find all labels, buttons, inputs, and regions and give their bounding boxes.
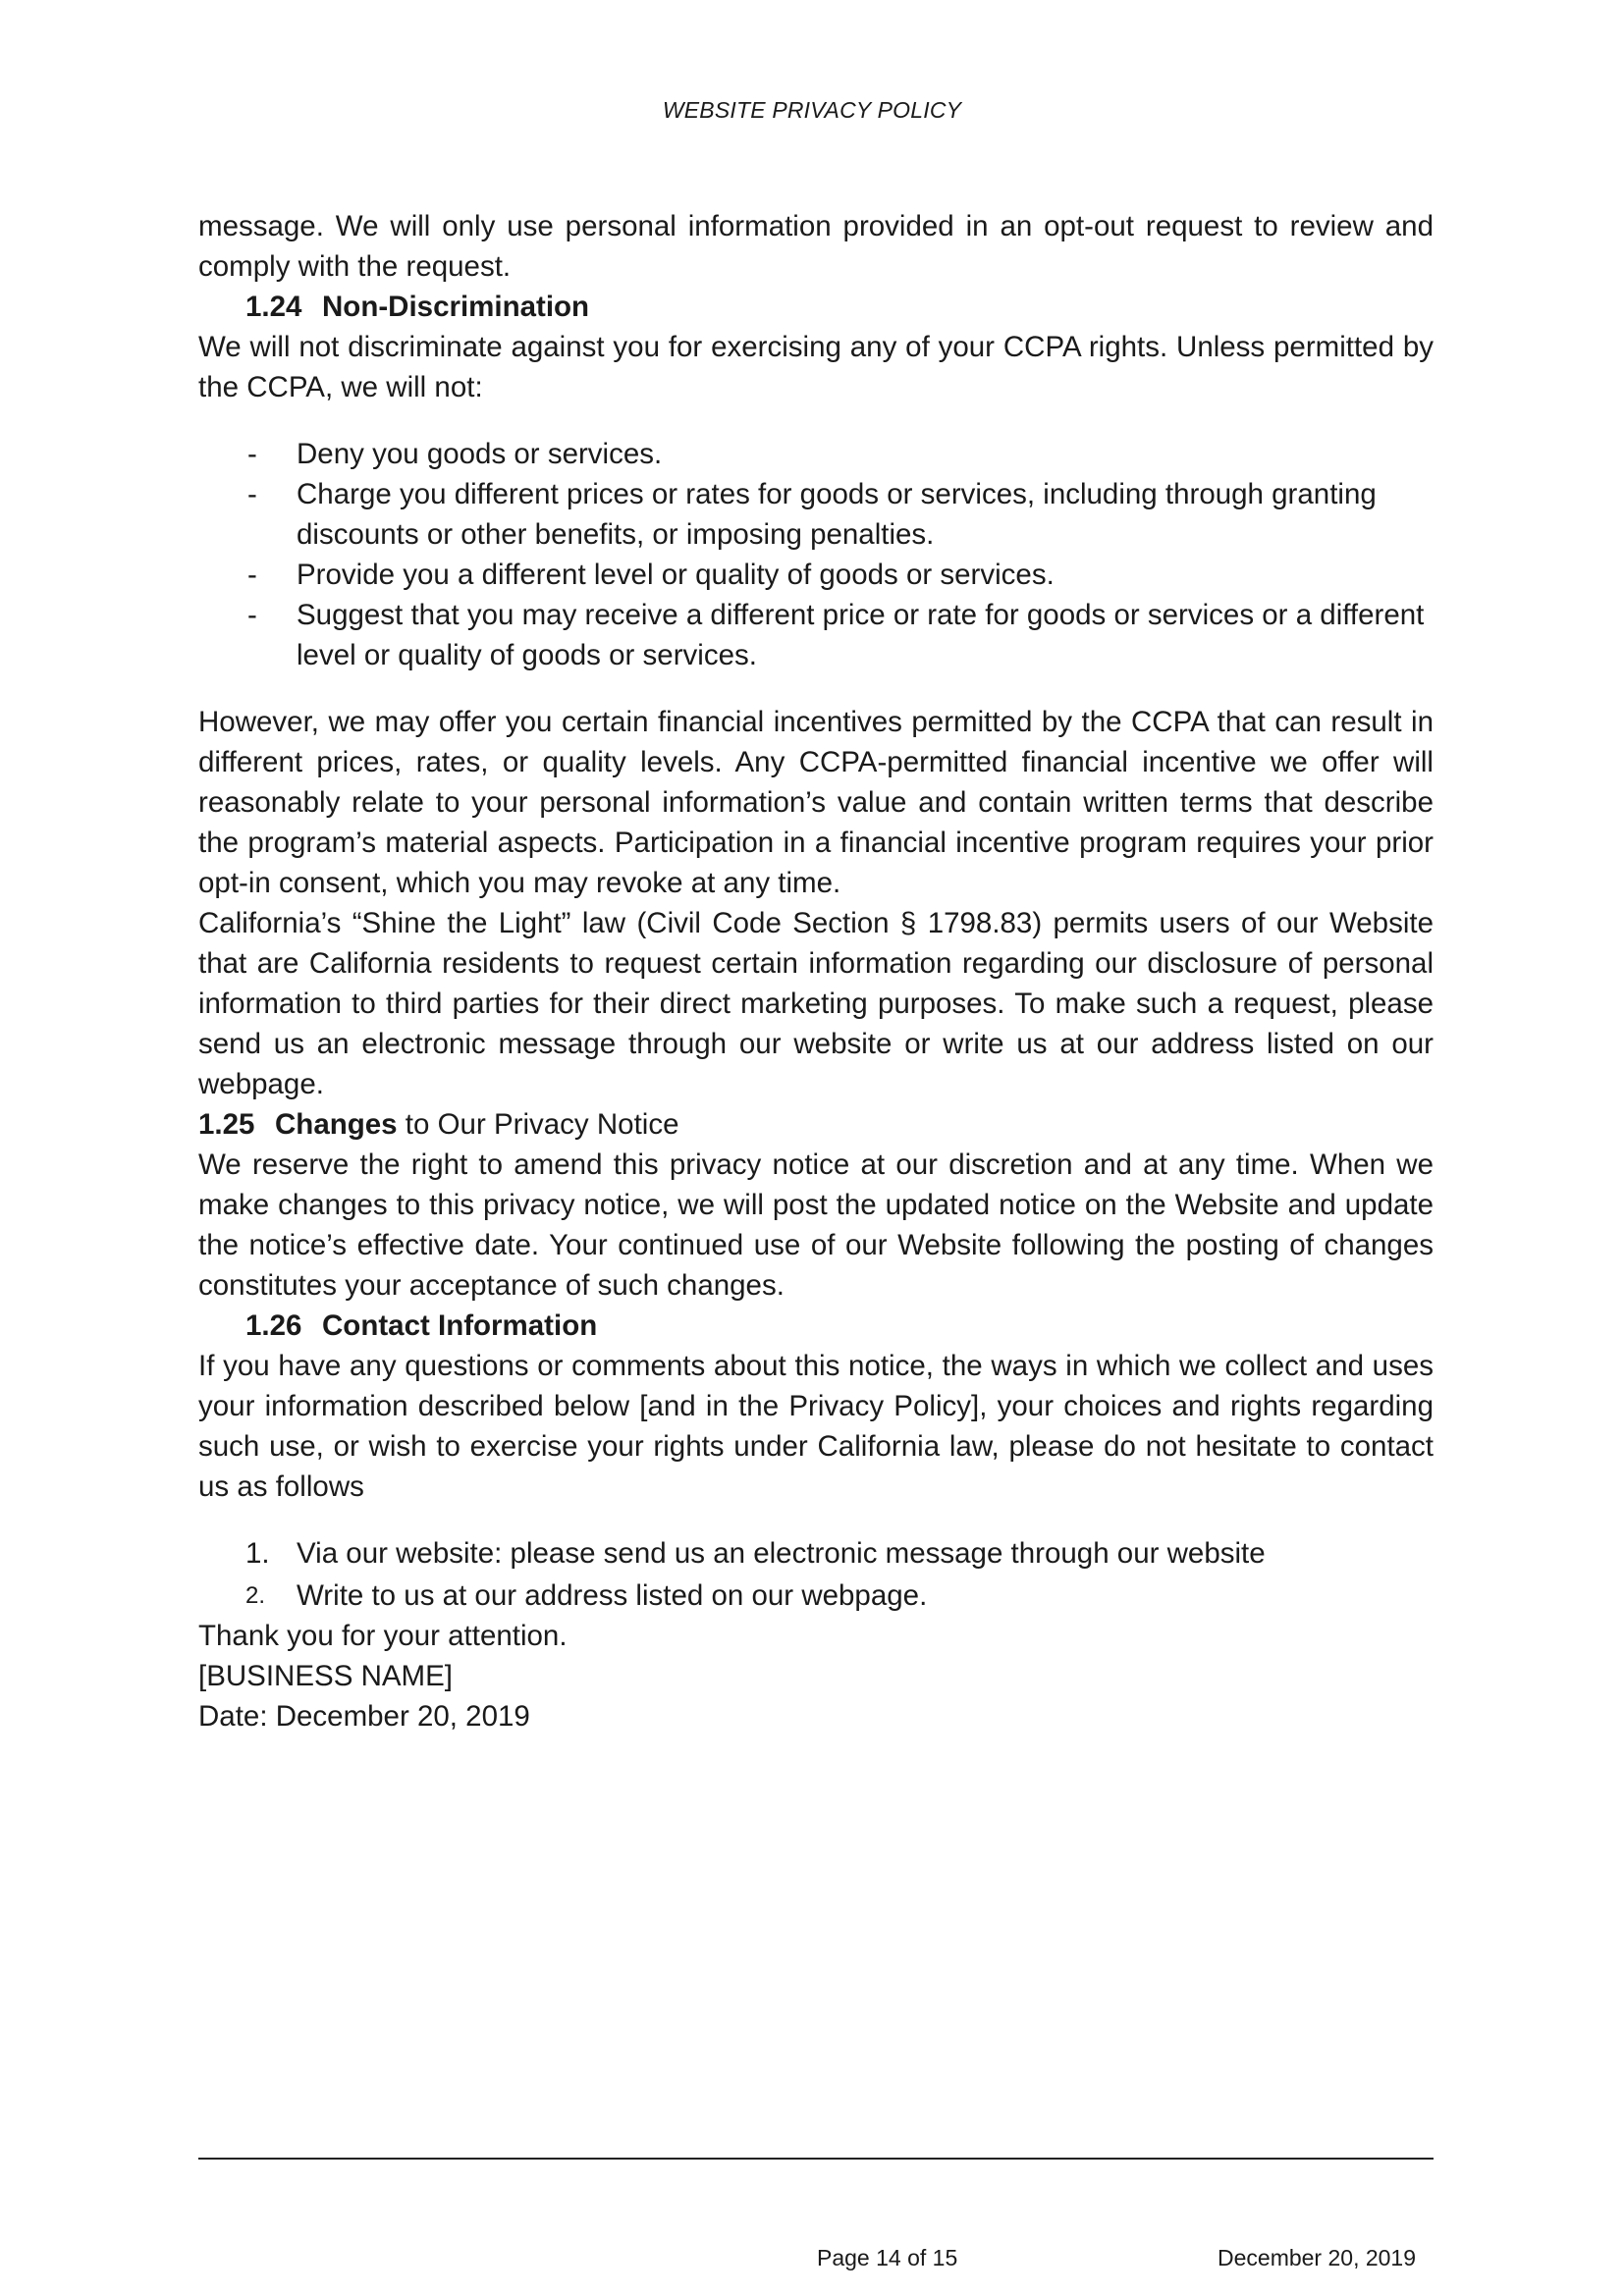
body-paragraph: We reserve the right to amend this privacy notice at our discretion and at any time. When we make changes to this privacy notice, we will post the updated notice on the Website and update the notice’s effective date. Your continued use of our Website following the posting of changes constitutes your acceptance of such changes.	[198, 1148, 1434, 1302]
section-title-rest: to Our Privacy Notice	[397, 1108, 679, 1141]
section-intro: We will not discriminate against you for exercising any of your CCPA rights. Unless permitted by the CCPA, we will not:	[198, 331, 1434, 403]
list-item	[198, 474, 1434, 555]
list-marker: -	[247, 599, 257, 631]
list-marker: -	[247, 478, 257, 510]
list-item	[198, 1533, 1434, 1574]
list-marker: -	[247, 559, 257, 591]
closing-thanks: Thank you for your attention.	[198, 1620, 568, 1652]
section-number: 1.25	[198, 1108, 255, 1141]
list-item	[198, 595, 1434, 675]
numbered-list	[198, 1533, 1434, 1616]
list-item-text: Via our website: please send us an electronic message through our website	[297, 1537, 1266, 1570]
date-line: Date: December 20, 2019	[198, 1700, 530, 1733]
body-paragraph: California’s “Shine the Light” law (Civil Code Section § 1798.83) permits users of our Website that are California residents to request certain information regarding our disclosure of personal information to third parties for their direct marketing purposes. To make such a request, please send us an electronic message through our website or write us at our address listed on our webpage.	[198, 907, 1434, 1100]
business-name: [BUSINESS NAME]	[198, 1660, 454, 1692]
footer-divider	[198, 2158, 1434, 2160]
section-heading-1-24	[198, 287, 1434, 327]
list-item-text: Suggest that you may receive a different price or rate for goods or services or a different level or quality of goods or services.	[297, 599, 1425, 671]
dash-list	[198, 434, 1434, 675]
section-heading-1-25	[198, 1104, 1434, 1145]
body-paragraph: If you have any questions or comments about this notice, the ways in which we collect and uses your information described below [and in the Privacy Policy], your choices and rights regarding such use, or wish to exercise your rights under California law, please do not hesitate to contact us as follows	[198, 1350, 1434, 1503]
running-header: WEBSITE PRIVACY POLICY	[662, 97, 962, 123]
section-title: Contact Information	[322, 1309, 598, 1342]
page-number: Page 14 of 15	[817, 2245, 958, 2270]
list-item	[198, 434, 1434, 474]
list-marker: 2.	[245, 1582, 266, 1609]
list-item-text: Write to us at our address listed on our webpage.	[297, 1579, 928, 1612]
intro-paragraph: message. We will only use personal information provided in an opt-out request to review and comply with the request.	[198, 210, 1434, 283]
section-number: 1.24	[245, 291, 302, 323]
section-heading-1-26	[198, 1306, 1434, 1346]
section-title-bold: Changes	[275, 1108, 398, 1141]
list-marker: 1.	[245, 1537, 270, 1570]
document-body	[198, 206, 1434, 1736]
section-title: Non-Discrimination	[322, 291, 590, 323]
list-item-text: Provide you a different level or quality of goods or services.	[297, 559, 1055, 591]
list-item-text: Deny you goods or services.	[297, 438, 663, 470]
footer-date: December 20, 2019	[1218, 2245, 1417, 2270]
list-item	[198, 1575, 1434, 1616]
list-item	[198, 555, 1434, 595]
list-item-text: Charge you different prices or rates for goods or services, including through granting discounts or other benefits, or imposing penalties.	[297, 478, 1377, 551]
section-number: 1.26	[245, 1309, 302, 1342]
body-paragraph: However, we may offer you certain financial incentives permitted by the CCPA that can result in different prices, rates, or quality levels. Any CCPA-permitted financial incentive we offer will reasonably relate to your personal information’s value and contain written terms that describe the program’s material aspects. Participation in a financial incentive program requires your prior opt-in consent, which you may revoke at any time.	[198, 706, 1434, 899]
list-marker: -	[247, 438, 257, 470]
